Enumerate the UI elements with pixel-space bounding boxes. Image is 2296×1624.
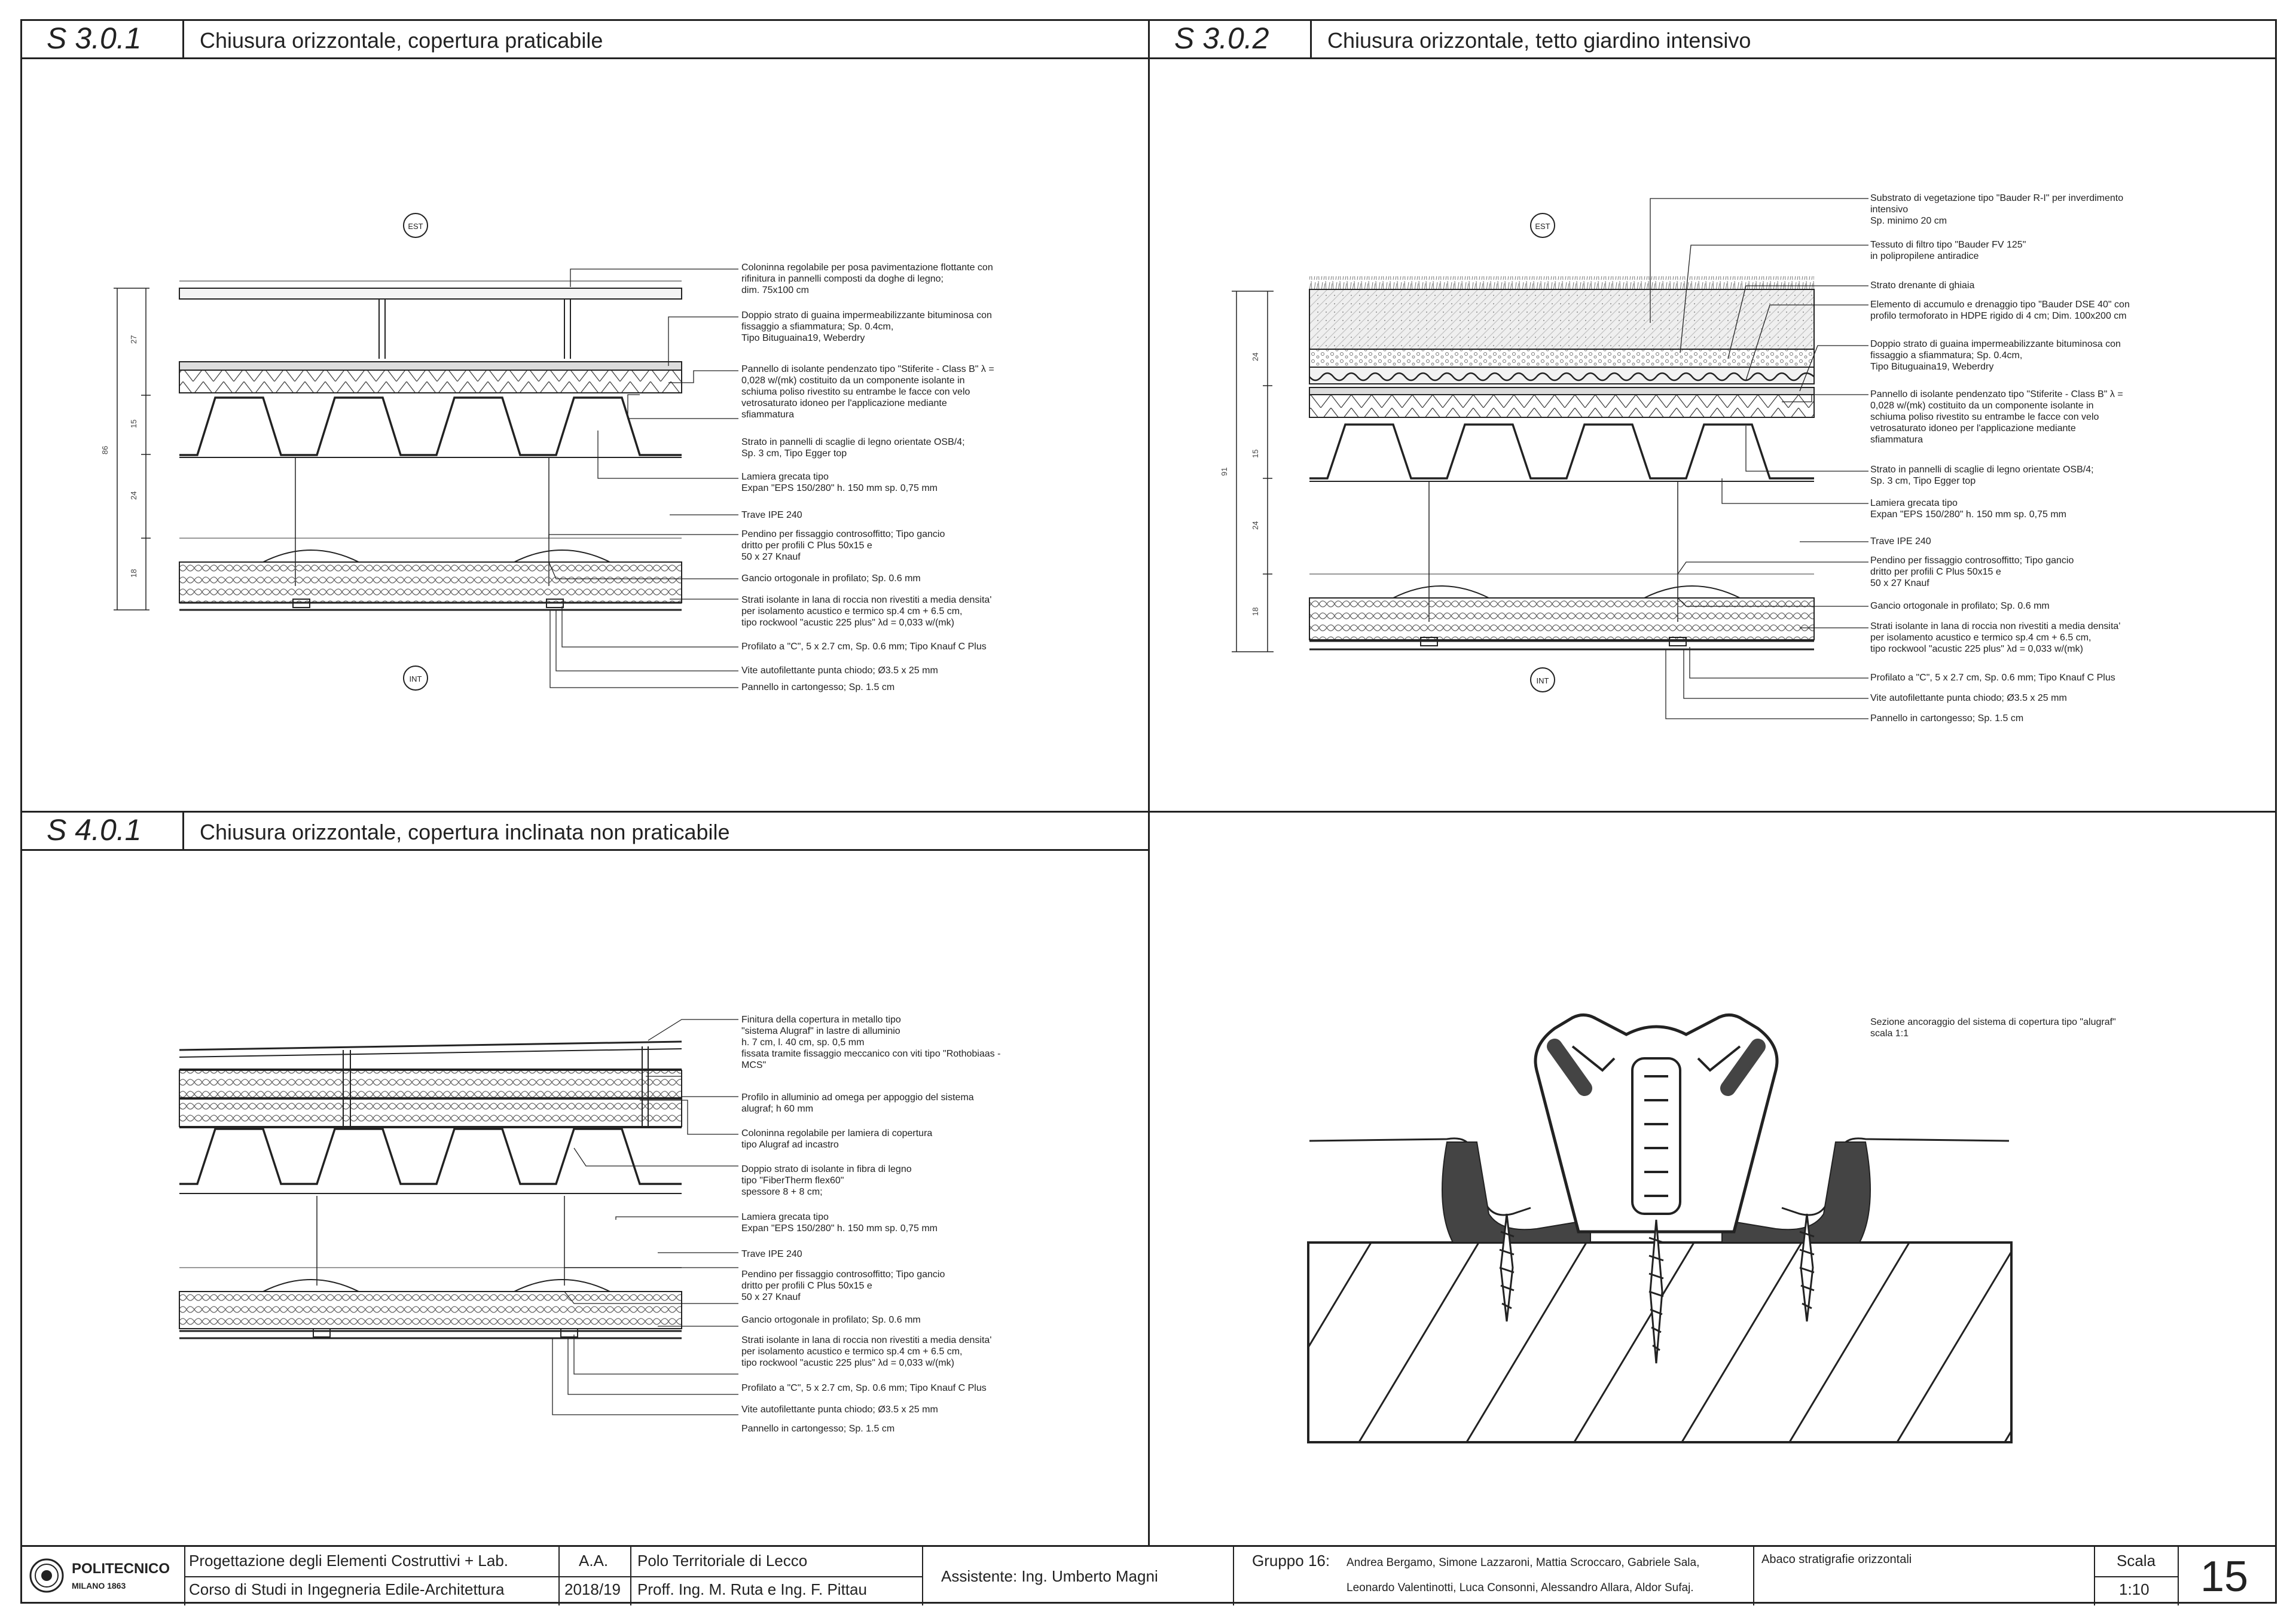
annotation: Vite autofilettante punta chiodo; Ø3.5 x 25 mm (1870, 693, 2067, 703)
annotation: Trave IPE 240 (741, 510, 802, 520)
annotation: Doppio strato di guaina impermeabilizzante bituminosa con fissaggio a sfiammatura; Sp. 0.4cm, Tipo Bituguaina19, Weberdry (741, 310, 992, 343)
cell-divider (185, 1576, 558, 1577)
dim-label: 27 (129, 335, 138, 344)
annotation: Coloninna regolabile per posa pavimentazione flottante con rifinitura in pannelli composti da doghe di legno; dim. 75x100 cm (741, 262, 993, 295)
annotation: Doppio strato di guaina impermeabilizzante bituminosa con fissaggio a sfiammatura; Sp. 0.4cm, Tipo Bituguaina19, Weberdry (1870, 339, 2121, 372)
annotation: Pannello di isolante pendenzato tipo "Stiferite - Class B" λ = 0,028 w/(mk) costituito da un componente isolante in schiuma poliso rivestito su entrambe le facce con velo vetrosaturato idoneo per l'applicazione mediante sfiammatura (741, 364, 994, 420)
group-label: Gruppo 16: (1252, 1552, 1330, 1570)
annotation: Strati isolante in lana di roccia non rivestiti a media densita' per isolamento acustico e termico sp.4 cm + 6.5 cm, tipo rockwool "acustic 225 plus" λd = 0,033 w/(mk) (1870, 621, 2121, 654)
annotation: Profilato a "C", 5 x 2.7 cm, Sp. 0.6 mm; Tipo Knauf C Plus (741, 1383, 987, 1393)
annotation: Vite autofilettante punta chiodo; Ø3.5 x 25 mm (741, 1405, 938, 1415)
panel-code: S 4.0.1 (20, 811, 184, 849)
annotation: Pendino per fissaggio controsoffitto; Tipo gancio dritto per profili C Plus 50x15 e 50 x 27 Knauf (741, 1269, 945, 1302)
annotation: Finitura della copertura in metallo tipo "sistema Alugraf" in lastre di alluminio h. 7 cm, l. 40 cm, sp. 0,5 mm fissata tramite fissaggio meccanico con viti tipo "Rothobiaas - MCS" (741, 1015, 1001, 1070)
scale-value: 1:10 (2119, 1580, 2150, 1598)
annotation: Doppio strato di isolante in fibra di legno tipo "FiberTherm flex60" spessore 8 + 8 cm; (741, 1164, 912, 1197)
annotation: Coloninna regolabile per lamiera di copertura tipo Alugraf ad incastro (741, 1128, 933, 1150)
annotation: Strati isolante in lana di roccia non rivestiti a media densita' per isolamento acustico e termico sp.4 cm + 6.5 cm, tipo rockwool "acustic 225 plus" λd = 0,033 w/(mk) (741, 1335, 992, 1368)
dim-label: 18 (129, 569, 138, 578)
panel-title: Chiusura orizzontale, tetto giardino intensivo (1327, 28, 1751, 53)
dim-label: 24 (129, 491, 138, 500)
aa-label: A.A. (579, 1552, 609, 1570)
annotation: Trave IPE 240 (741, 1249, 802, 1259)
annotation: Profilato a "C", 5 x 2.7 cm, Sp. 0.6 mm; Tipo Knauf C Plus (741, 642, 987, 652)
annotation: Pendino per fissaggio controsoffitto; Tipo gancio dritto per profili C Plus 50x15 e 50 x 27 Knauf (741, 529, 945, 562)
panel-code: S 3.0.2 (1148, 19, 1312, 57)
annotation: Lamiera grecata tipo Expan "EPS 150/280" h. 150 mm sp. 0,75 mm (741, 1212, 938, 1234)
annotation: Substrato di vegetazione tipo "Bauder R-I" per inverdimento intensivo Sp. minimo 20 cm (1870, 193, 2124, 226)
annotation: Pannello in cartongesso; Sp. 1.5 cm (741, 682, 895, 692)
group-line-2: Leonardo Valentinotti, Luca Consonni, Alessandro Allara, Aldor Sufaj. (1347, 1582, 1694, 1594)
annotation: Pannello in cartongesso; Sp. 1.5 cm (741, 1424, 895, 1434)
annotation: Pannello in cartongesso; Sp. 1.5 cm (1870, 713, 2024, 724)
aa-value: 2018/19 (564, 1580, 621, 1598)
course-line-2: Corso di Studi in Ingegneria Edile-Architettura (189, 1580, 505, 1598)
dim-label: 91 (1220, 467, 1229, 476)
group-cell (1234, 1547, 1754, 1605)
logo-sub: MILANO 1863 (72, 1581, 126, 1591)
est-tag: EST (1535, 222, 1550, 231)
cell-divider (2095, 1576, 2178, 1577)
annotation: Strato drenante di ghiaia (1870, 280, 1975, 291)
annotation: Gancio ortogonale in profilato; Sp. 0.6 mm (1870, 601, 2050, 611)
cell-divider (631, 1576, 922, 1577)
annotation: Vite autofilettante punta chiodo; Ø3.5 x 25 mm (741, 666, 938, 676)
int-tag: INT (1536, 676, 1549, 685)
politecnico-seal-icon (29, 1558, 65, 1594)
course-cell (185, 1547, 560, 1605)
annotation: Lamiera grecata tipo Expan "EPS 150/280" h. 150 mm sp. 0,75 mm (741, 472, 938, 493)
annotation: Strato in pannelli di scaglie di legno orientate OSB/4; Sp. 3 cm, Tipo Egger top (741, 437, 965, 459)
dim-label: 24 (1251, 352, 1260, 361)
annotation: Pendino per fissaggio controsoffitto; Tipo gancio dritto per profili C Plus 50x15 e 50 x 27 Knauf (1870, 555, 2074, 588)
annotation: Strati isolante in lana di roccia non rivestiti a media densita' per isolamento acustico e termico sp.4 cm + 6.5 cm, tipo rockwool "acustic 225 plus" λd = 0,033 w/(mk) (741, 595, 992, 628)
polo-cell (631, 1547, 923, 1605)
panel-title: Chiusura orizzontale, copertura praticabile (200, 28, 603, 53)
panel-title: Chiusura orizzontale, copertura inclinata non praticabile (200, 820, 730, 844)
panel-code: S 3.0.1 (20, 19, 184, 57)
dim-label: 15 (129, 419, 138, 428)
professors: Proff. Ing. M. Ruta e Ing. F. Pittau (637, 1580, 867, 1598)
dim-label: 86 (100, 445, 109, 454)
est-tag: EST (408, 222, 423, 231)
detail-caption: Sezione ancoraggio del sistema di copertura tipo "alugraf" scala 1:1 (1870, 1017, 2116, 1039)
scale-cell (2095, 1547, 2179, 1605)
aa-cell (560, 1547, 631, 1605)
course-line-1: Progettazione degli Elementi Costruttivi + Lab. (189, 1552, 509, 1570)
annotation: Profilato a "C", 5 x 2.7 cm, Sp. 0.6 mm; Tipo Knauf C Plus (1870, 673, 2115, 683)
annotation: Trave IPE 240 (1870, 536, 1931, 547)
scale-label: Scala (2117, 1552, 2156, 1570)
assistant-cell (923, 1547, 1234, 1605)
dim-label: 18 (1251, 607, 1260, 616)
sheet-title: Abaco stratigrafie orizzontali (1761, 1553, 1912, 1566)
polo-name: Polo Territoriale di Lecco (637, 1552, 808, 1570)
int-tag: INT (409, 674, 422, 683)
sheet-title-cell (1754, 1547, 2095, 1605)
dim-label: 24 (1251, 521, 1260, 530)
annotation: Profilo in alluminio ad omega per appoggio del sistema alugraf; h 60 mm (741, 1092, 974, 1114)
annotation: Elemento di accumulo e drenaggio tipo "Bauder DSE 40" con profilo termoforato in HDPE rigido di 4 cm; Dim. 100x200 cm (1870, 300, 2130, 321)
annotation: Gancio ortogonale in profilato; Sp. 0.6 mm (741, 573, 921, 584)
cell-divider (560, 1576, 630, 1577)
annotation: Strato in pannelli di scaglie di legno orientate OSB/4; Sp. 3 cm, Tipo Egger top (1870, 465, 2094, 486)
group-line-1: Andrea Bergamo, Simone Lazzaroni, Mattia Scroccaro, Gabriele Sala, (1347, 1556, 1700, 1569)
sheet-number-cell (2179, 1547, 2277, 1605)
logo-cell (20, 1547, 185, 1605)
annotation: Tessuto di filtro tipo "Bauder FV 125" in polipropilene antiradice (1870, 240, 2026, 261)
logo-name: POLITECNICO (72, 1561, 170, 1577)
assistant: Assistente: Ing. Umberto Magni (941, 1567, 1158, 1585)
annotation: Gancio ortogonale in profilato; Sp. 0.6 mm (741, 1315, 921, 1325)
title-block (20, 1545, 2277, 1604)
annotation: Lamiera grecata tipo Expan "EPS 150/280" h. 150 mm sp. 0,75 mm (1870, 498, 2066, 520)
section-drawing-s401 (0, 813, 1148, 1531)
sheet-number: 15 (2200, 1553, 2249, 1601)
annotation: Pannello di isolante pendenzato tipo "Stiferite - Class B" λ = 0,028 w/(mk) costituito da un componente isolante in schiuma poliso rivestito su entrambe le facce con velo vetrosaturato idoneo per l'applicazione mediante sfiammatura (1870, 389, 2123, 445)
dim-label: 15 (1251, 449, 1260, 458)
